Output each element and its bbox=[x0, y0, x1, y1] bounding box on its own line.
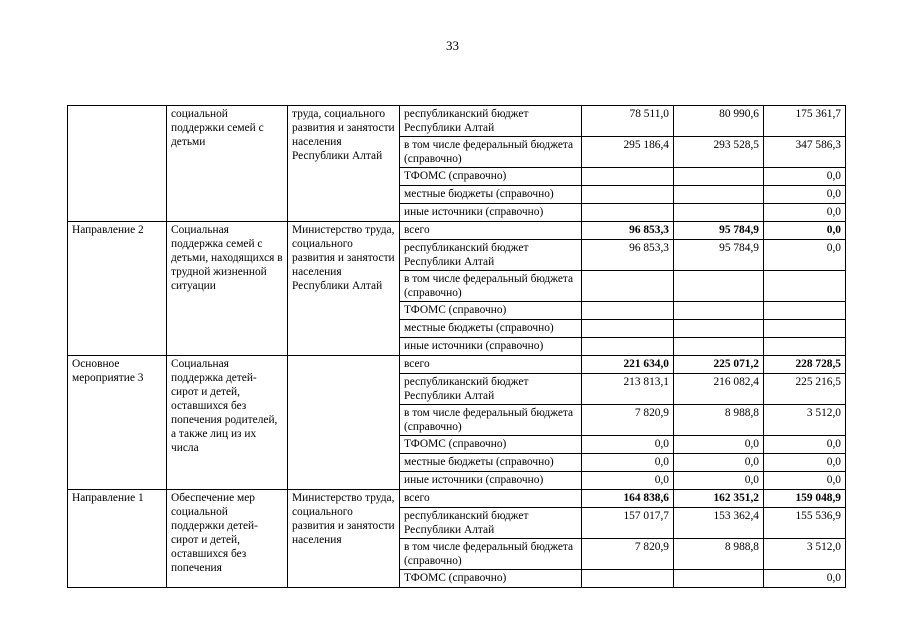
row-code: Основное мероприятие 3 bbox=[68, 356, 167, 490]
amount-year-1: 213 813,1 bbox=[582, 374, 674, 405]
amount-year-2 bbox=[674, 271, 764, 302]
amount-year-2: 225 071,2 bbox=[674, 356, 764, 374]
amount-year-2: 0,0 bbox=[674, 472, 764, 490]
row-name: Социальная поддержка семей с детьми, находящихся в трудной жизненной ситуации bbox=[167, 222, 288, 356]
row-name: Социальная поддержка детей-сирот и детей, оставшихся без попечения родителей, а также лиц из их числа bbox=[167, 356, 288, 490]
amount-year-3: 0,0 bbox=[764, 570, 846, 588]
funding-source: местные бюджеты (справочно) bbox=[400, 454, 582, 472]
amount-year-1: 7 820,9 bbox=[582, 405, 674, 436]
amount-year-2: 80 990,6 bbox=[674, 106, 764, 137]
amount-year-3: 0,0 bbox=[764, 240, 846, 271]
amount-year-1: 157 017,7 bbox=[582, 508, 674, 539]
amount-year-3: 347 586,3 bbox=[764, 137, 846, 168]
amount-year-3 bbox=[764, 338, 846, 356]
row-name: Обеспечение мер социальной поддержки детей-сирот и детей, оставшихся без попечения bbox=[167, 490, 288, 588]
funding-source: республиканский бюджет Республики Алтай bbox=[400, 508, 582, 539]
funding-source: иные источники (справочно) bbox=[400, 338, 582, 356]
row-executor: Министерство труда, социального развития и занятости населения Республики Алтай bbox=[288, 222, 400, 356]
amount-year-1 bbox=[582, 570, 674, 588]
funding-source: ТФОМС (справочно) bbox=[400, 168, 582, 186]
amount-year-1 bbox=[582, 186, 674, 204]
funding-source: в том числе федеральный бюджета (справочно) bbox=[400, 539, 582, 570]
table-row bbox=[68, 490, 846, 508]
amount-year-2: 153 362,4 bbox=[674, 508, 764, 539]
amount-year-3: 228 728,5 bbox=[764, 356, 846, 374]
amount-year-3: 155 536,9 bbox=[764, 508, 846, 539]
funding-source: всего bbox=[400, 490, 582, 508]
amount-year-1: 96 853,3 bbox=[582, 240, 674, 271]
amount-year-1 bbox=[582, 320, 674, 338]
funding-source: республиканский бюджет Республики Алтай bbox=[400, 240, 582, 271]
amount-year-2: 95 784,9 bbox=[674, 240, 764, 271]
amount-year-2 bbox=[674, 168, 764, 186]
amount-year-3: 0,0 bbox=[764, 222, 846, 240]
row-executor: Министерство труда, социального развития и занятости населения bbox=[288, 490, 400, 588]
amount-year-2: 8 988,8 bbox=[674, 405, 764, 436]
funding-source: местные бюджеты (справочно) bbox=[400, 320, 582, 338]
amount-year-3: 225 216,5 bbox=[764, 374, 846, 405]
amount-year-1 bbox=[582, 302, 674, 320]
amount-year-1: 0,0 bbox=[582, 436, 674, 454]
amount-year-2: 162 351,2 bbox=[674, 490, 764, 508]
amount-year-1 bbox=[582, 204, 674, 222]
amount-year-2: 293 528,5 bbox=[674, 137, 764, 168]
funding-source: иные источники (справочно) bbox=[400, 204, 582, 222]
amount-year-2: 8 988,8 bbox=[674, 539, 764, 570]
funding-source: в том числе федеральный бюджета (справочно) bbox=[400, 271, 582, 302]
page-number: 33 bbox=[446, 38, 459, 53]
amount-year-3: 3 512,0 bbox=[764, 405, 846, 436]
row-name: социальной поддержки семей с детьми bbox=[167, 106, 288, 222]
amount-year-1 bbox=[582, 168, 674, 186]
amount-year-3: 0,0 bbox=[764, 454, 846, 472]
row-code bbox=[68, 106, 167, 222]
amount-year-2 bbox=[674, 338, 764, 356]
amount-year-3 bbox=[764, 271, 846, 302]
amount-year-2: 0,0 bbox=[674, 454, 764, 472]
amount-year-1: 0,0 bbox=[582, 454, 674, 472]
amount-year-2 bbox=[674, 204, 764, 222]
funding-source: республиканский бюджет Республики Алтай bbox=[400, 106, 582, 137]
amount-year-3: 0,0 bbox=[764, 186, 846, 204]
amount-year-1: 0,0 bbox=[582, 472, 674, 490]
table-row bbox=[68, 222, 846, 240]
amount-year-2: 216 082,4 bbox=[674, 374, 764, 405]
funding-source: в том числе федеральный бюджета (справочно) bbox=[400, 137, 582, 168]
table-row bbox=[68, 106, 846, 137]
budget-table-body bbox=[68, 106, 846, 588]
row-code: Направление 1 bbox=[68, 490, 167, 588]
amount-year-1: 78 511,0 bbox=[582, 106, 674, 137]
amount-year-1 bbox=[582, 338, 674, 356]
funding-source: в том числе федеральный бюджета (справочно) bbox=[400, 405, 582, 436]
amount-year-1: 164 838,6 bbox=[582, 490, 674, 508]
funding-source: местные бюджеты (справочно) bbox=[400, 186, 582, 204]
row-executor bbox=[288, 356, 400, 490]
amount-year-3 bbox=[764, 320, 846, 338]
amount-year-3: 0,0 bbox=[764, 472, 846, 490]
funding-source: ТФОМС (справочно) bbox=[400, 436, 582, 454]
funding-source: всего bbox=[400, 222, 582, 240]
amount-year-2: 0,0 bbox=[674, 436, 764, 454]
funding-source: республиканский бюджет Республики Алтай bbox=[400, 374, 582, 405]
amount-year-1: 96 853,3 bbox=[582, 222, 674, 240]
amount-year-3: 3 512,0 bbox=[764, 539, 846, 570]
amount-year-3: 0,0 bbox=[764, 436, 846, 454]
amount-year-1 bbox=[582, 271, 674, 302]
budget-table bbox=[67, 105, 846, 588]
amount-year-2 bbox=[674, 320, 764, 338]
amount-year-3: 159 048,9 bbox=[764, 490, 846, 508]
funding-source: ТФОМС (справочно) bbox=[400, 570, 582, 588]
amount-year-2 bbox=[674, 302, 764, 320]
funding-source: иные источники (справочно) bbox=[400, 472, 582, 490]
amount-year-3: 0,0 bbox=[764, 168, 846, 186]
amount-year-1: 295 186,4 bbox=[582, 137, 674, 168]
row-executor: труда, социального развития и занятости населения Республики Алтай bbox=[288, 106, 400, 222]
table-row bbox=[68, 356, 846, 374]
amount-year-2 bbox=[674, 186, 764, 204]
amount-year-2 bbox=[674, 570, 764, 588]
amount-year-2: 95 784,9 bbox=[674, 222, 764, 240]
amount-year-3 bbox=[764, 302, 846, 320]
funding-source: всего bbox=[400, 356, 582, 374]
amount-year-1: 221 634,0 bbox=[582, 356, 674, 374]
funding-source: ТФОМС (справочно) bbox=[400, 302, 582, 320]
amount-year-3: 0,0 bbox=[764, 204, 846, 222]
row-code: Направление 2 bbox=[68, 222, 167, 356]
amount-year-3: 175 361,7 bbox=[764, 106, 846, 137]
amount-year-1: 7 820,9 bbox=[582, 539, 674, 570]
